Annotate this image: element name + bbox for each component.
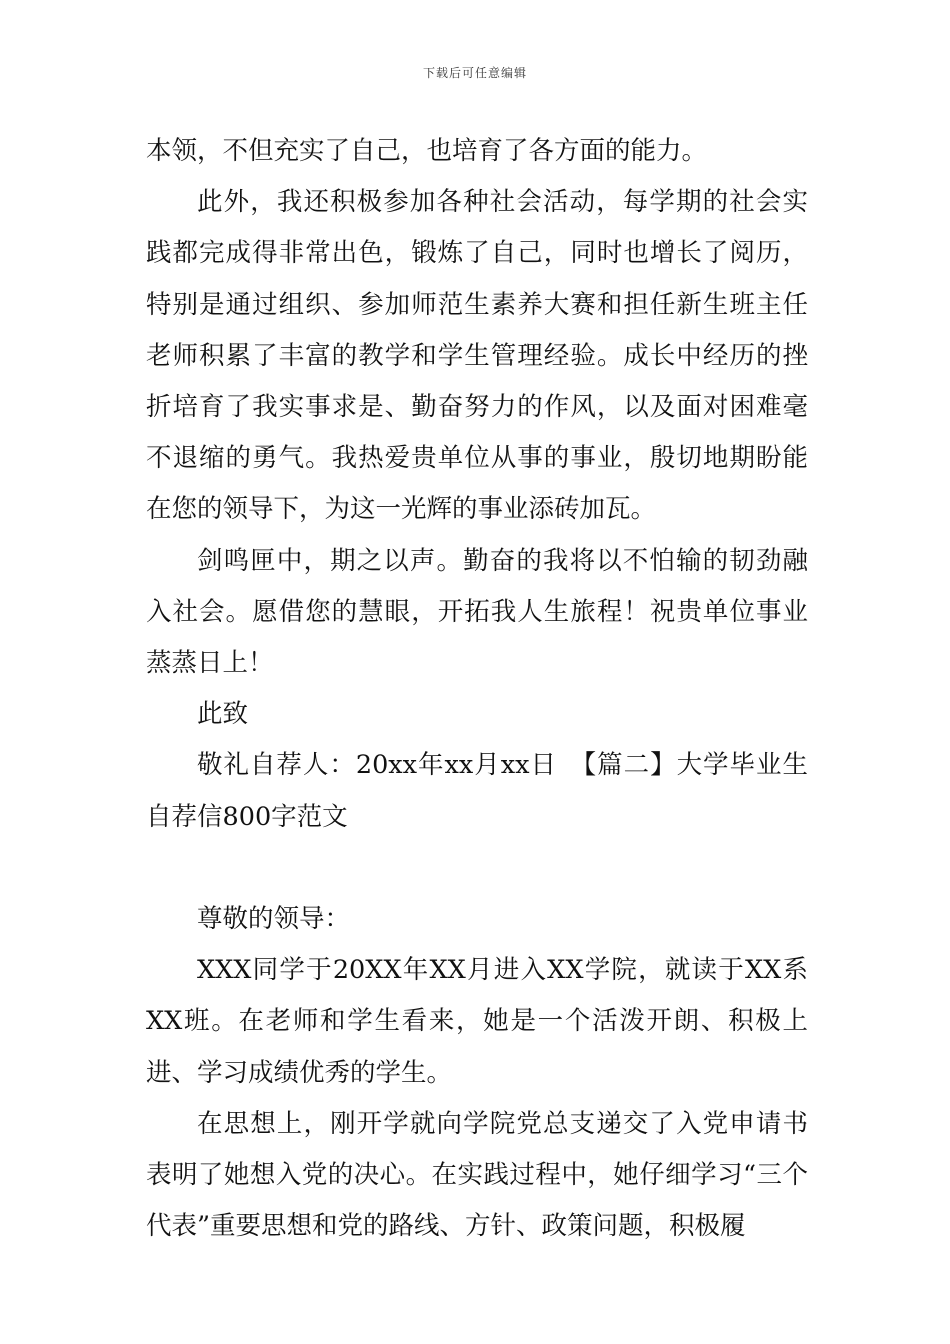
paragraph-social-activities: 此外，我还积极参加各种社会活动，每学期的社会实践都完成得非常出色，锻炼了自己，同时也增长了阅历，特别是通过组织、参加师范生素养大赛和担任新生班主任老师积累了丰富的教学和学生管理经验。成长中经历的挫折培育了我实事求是、勤奋努力的作风，以及面对困难毫不退缩的勇气。我热爱贵单位从事的事业，殷切地期盼能在您的领导下，为这一光辉的事业添砖加瓦。	[146, 187, 808, 525]
blank-line	[146, 843, 808, 894]
paragraph-continuation: 本领，不但充实了自己，也培育了各方面的能力。	[146, 136, 708, 166]
page-header-note: 下载后可任意编辑	[422, 66, 527, 80]
paragraph-closing-wish: 剑鸣匣中，期之以声。勤奋的我将以不怕输的韧劲融入社会。愿借您的慧眼，开拓我人生旅程！祝贵单位事业蒸蒸日上！	[146, 545, 808, 679]
paragraph-ideology: 在思想上，刚开学就向学院党总支递交了入党申请书表明了她想入党的决心。在实践过程中，她仔细学习“三个代表”重要思想和党的路线、方针、政策问题，积极履	[146, 1108, 808, 1242]
signature-and-section-title: 敬礼自荐人：20xx年xx月xx日 【篇二】大学毕业生自荐信800字范文	[146, 750, 808, 832]
document-body	[146, 126, 808, 1252]
salutation-cizhi: 此致	[197, 699, 249, 730]
letter-greeting: 尊敬的领导：	[197, 904, 351, 935]
paragraph-student-intro: XXX同学于20XX年XX月进入XX学院，就读于XX系XX班。在老师和学生看来，她是一个活泼开朗、积极上进、学习成绩优秀的学生。	[146, 955, 808, 1088]
